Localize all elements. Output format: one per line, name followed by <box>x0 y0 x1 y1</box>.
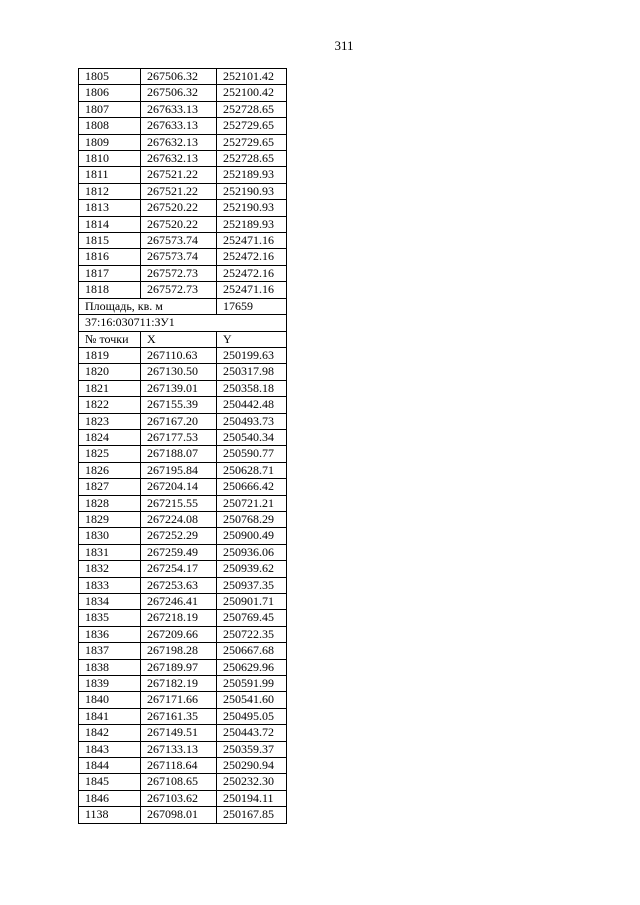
x-coordinate-cell: 267130.50 <box>141 364 217 380</box>
x-coordinate-cell: 267110.63 <box>141 347 217 363</box>
x-coordinate-cell: 267246.41 <box>141 594 217 610</box>
table-row <box>79 462 287 478</box>
point-number-cell: 1816 <box>79 249 141 265</box>
area-value: 17659 <box>217 298 287 314</box>
y-coordinate-cell: 252728.65 <box>217 151 287 167</box>
point-number-cell: 1844 <box>79 758 141 774</box>
point-number-cell: 1836 <box>79 626 141 642</box>
y-coordinate-cell: 252729.65 <box>217 134 287 150</box>
y-coordinate-cell: 250721.21 <box>217 495 287 511</box>
x-coordinate-cell: 267161.35 <box>141 708 217 724</box>
table-row <box>79 233 287 249</box>
header-point-number: № точки <box>79 331 141 347</box>
point-number-cell: 1138 <box>79 807 141 823</box>
table-row <box>79 594 287 610</box>
y-coordinate-cell: 250937.35 <box>217 577 287 593</box>
table-row <box>79 643 287 659</box>
x-coordinate-cell: 267103.62 <box>141 790 217 806</box>
point-number-cell: 1806 <box>79 85 141 101</box>
x-coordinate-cell: 267573.74 <box>141 249 217 265</box>
point-number-cell: 1805 <box>79 69 141 85</box>
x-coordinate-cell: 267572.73 <box>141 265 217 281</box>
y-coordinate-cell: 250541.60 <box>217 692 287 708</box>
table-row <box>79 69 287 85</box>
y-coordinate-cell: 250442.48 <box>217 397 287 413</box>
x-coordinate-cell: 267520.22 <box>141 200 217 216</box>
point-number-cell: 1843 <box>79 741 141 757</box>
y-coordinate-cell: 250629.96 <box>217 659 287 675</box>
y-coordinate-cell: 250590.77 <box>217 446 287 462</box>
x-coordinate-cell: 267633.13 <box>141 118 217 134</box>
x-coordinate-cell: 267204.14 <box>141 479 217 495</box>
x-coordinate-cell: 267133.13 <box>141 741 217 757</box>
point-number-cell: 1841 <box>79 708 141 724</box>
table-row <box>79 429 287 445</box>
x-coordinate-cell: 267633.13 <box>141 101 217 117</box>
x-coordinate-cell: 267632.13 <box>141 134 217 150</box>
point-number-cell: 1837 <box>79 643 141 659</box>
y-coordinate-cell: 250628.71 <box>217 462 287 478</box>
first-coordinates-block <box>79 69 287 299</box>
table-row <box>79 610 287 626</box>
x-coordinate-cell: 267149.51 <box>141 725 217 741</box>
point-number-cell: 1845 <box>79 774 141 790</box>
point-number-cell: 1814 <box>79 216 141 232</box>
second-coordinates-block <box>79 347 287 823</box>
x-coordinate-cell: 267209.66 <box>141 626 217 642</box>
x-coordinate-cell: 267108.65 <box>141 774 217 790</box>
x-coordinate-cell: 267520.22 <box>141 216 217 232</box>
x-coordinate-cell: 267632.13 <box>141 151 217 167</box>
point-number-cell: 1810 <box>79 151 141 167</box>
y-coordinate-cell: 250667.68 <box>217 643 287 659</box>
x-coordinate-cell: 267572.73 <box>141 282 217 298</box>
point-number-cell: 1842 <box>79 725 141 741</box>
table-row <box>79 511 287 527</box>
point-number-cell: 1812 <box>79 183 141 199</box>
y-coordinate-cell: 252190.93 <box>217 200 287 216</box>
area-label: Площадь, кв. м <box>79 298 217 314</box>
y-coordinate-cell: 252190.93 <box>217 183 287 199</box>
point-number-cell: 1824 <box>79 429 141 445</box>
y-coordinate-cell: 250901.71 <box>217 594 287 610</box>
x-coordinate-cell: 267506.32 <box>141 85 217 101</box>
point-number-cell: 1828 <box>79 495 141 511</box>
table-row <box>79 692 287 708</box>
x-coordinate-cell: 267521.22 <box>141 167 217 183</box>
x-coordinate-cell: 267521.22 <box>141 183 217 199</box>
point-number-cell: 1835 <box>79 610 141 626</box>
x-coordinate-cell: 267167.20 <box>141 413 217 429</box>
coordinates-table <box>78 68 287 824</box>
x-coordinate-cell: 267253.63 <box>141 577 217 593</box>
x-coordinate-cell: 267224.08 <box>141 511 217 527</box>
point-number-cell: 1832 <box>79 561 141 577</box>
point-number-cell: 1820 <box>79 364 141 380</box>
x-coordinate-cell: 267171.66 <box>141 692 217 708</box>
table-row <box>79 183 287 199</box>
point-number-cell: 1830 <box>79 528 141 544</box>
table-row <box>79 364 287 380</box>
table-row <box>79 659 287 675</box>
y-coordinate-cell: 250290.94 <box>217 758 287 774</box>
point-number-cell: 1813 <box>79 200 141 216</box>
table-row <box>79 446 287 462</box>
table-row <box>79 200 287 216</box>
table-row <box>79 807 287 823</box>
x-coordinate-cell: 267118.64 <box>141 758 217 774</box>
y-coordinate-cell: 250540.34 <box>217 429 287 445</box>
table-row <box>79 758 287 774</box>
y-coordinate-cell: 252472.16 <box>217 249 287 265</box>
table-row <box>79 282 287 298</box>
parcel-id: 37:16:030711:ЗУ1 <box>79 315 287 331</box>
y-coordinate-cell: 252189.93 <box>217 216 287 232</box>
y-coordinate-cell: 250722.35 <box>217 626 287 642</box>
table-row <box>79 167 287 183</box>
page-number: 311 <box>334 38 354 53</box>
table-row <box>79 118 287 134</box>
table-row <box>79 544 287 560</box>
y-coordinate-cell: 250199.63 <box>217 347 287 363</box>
point-number-cell: 1839 <box>79 676 141 692</box>
table-row <box>79 347 287 363</box>
point-number-cell: 1823 <box>79 413 141 429</box>
y-coordinate-cell: 250317.98 <box>217 364 287 380</box>
point-number-cell: 1831 <box>79 544 141 560</box>
point-number-cell: 1833 <box>79 577 141 593</box>
table-row <box>79 708 287 724</box>
x-coordinate-cell: 267573.74 <box>141 233 217 249</box>
y-coordinate-cell: 252472.16 <box>217 265 287 281</box>
x-coordinate-cell: 267195.84 <box>141 462 217 478</box>
point-number-cell: 1822 <box>79 397 141 413</box>
point-number-cell: 1809 <box>79 134 141 150</box>
table-row <box>79 101 287 117</box>
table-row <box>79 495 287 511</box>
point-number-cell: 1846 <box>79 790 141 806</box>
point-number-cell: 1840 <box>79 692 141 708</box>
point-number-cell: 1815 <box>79 233 141 249</box>
y-coordinate-cell: 250194.11 <box>217 790 287 806</box>
x-coordinate-cell: 267188.07 <box>141 446 217 462</box>
header-y: Y <box>217 331 287 347</box>
x-coordinate-cell: 267218.19 <box>141 610 217 626</box>
point-number-cell: 1808 <box>79 118 141 134</box>
parcel-row <box>79 315 287 331</box>
header-row <box>79 331 287 347</box>
y-coordinate-cell: 252100.42 <box>217 85 287 101</box>
point-number-cell: 1811 <box>79 167 141 183</box>
table-row <box>79 413 287 429</box>
point-number-cell: 1826 <box>79 462 141 478</box>
table-row <box>79 725 287 741</box>
table-row <box>79 151 287 167</box>
table-row <box>79 528 287 544</box>
y-coordinate-cell: 250591.99 <box>217 676 287 692</box>
x-coordinate-cell: 267139.01 <box>141 380 217 396</box>
x-coordinate-cell: 267506.32 <box>141 69 217 85</box>
point-number-cell: 1818 <box>79 282 141 298</box>
table-row <box>79 479 287 495</box>
x-coordinate-cell: 267259.49 <box>141 544 217 560</box>
y-coordinate-cell: 252101.42 <box>217 69 287 85</box>
y-coordinate-cell: 250359.37 <box>217 741 287 757</box>
y-coordinate-cell: 250232.30 <box>217 774 287 790</box>
header-x: X <box>141 331 217 347</box>
table-row <box>79 561 287 577</box>
table-row <box>79 134 287 150</box>
table-row <box>79 790 287 806</box>
y-coordinate-cell: 252471.16 <box>217 282 287 298</box>
x-coordinate-cell: 267254.17 <box>141 561 217 577</box>
area-block <box>79 298 287 347</box>
x-coordinate-cell: 267177.53 <box>141 429 217 445</box>
x-coordinate-cell: 267098.01 <box>141 807 217 823</box>
y-coordinate-cell: 250443.72 <box>217 725 287 741</box>
table-row <box>79 397 287 413</box>
table-row <box>79 216 287 232</box>
point-number-cell: 1819 <box>79 347 141 363</box>
area-row <box>79 298 287 314</box>
table-row <box>79 626 287 642</box>
x-coordinate-cell: 267252.29 <box>141 528 217 544</box>
table-row <box>79 741 287 757</box>
table-row <box>79 774 287 790</box>
x-coordinate-cell: 267215.55 <box>141 495 217 511</box>
x-coordinate-cell: 267182.19 <box>141 676 217 692</box>
point-number-cell: 1834 <box>79 594 141 610</box>
table-row <box>79 85 287 101</box>
x-coordinate-cell: 267189.97 <box>141 659 217 675</box>
point-number-cell: 1838 <box>79 659 141 675</box>
table-row <box>79 577 287 593</box>
point-number-cell: 1821 <box>79 380 141 396</box>
table-row <box>79 249 287 265</box>
y-coordinate-cell: 250936.06 <box>217 544 287 560</box>
point-number-cell: 1829 <box>79 511 141 527</box>
y-coordinate-cell: 252471.16 <box>217 233 287 249</box>
y-coordinate-cell: 252729.65 <box>217 118 287 134</box>
point-number-cell: 1825 <box>79 446 141 462</box>
table-row <box>79 380 287 396</box>
point-number-cell: 1807 <box>79 101 141 117</box>
y-coordinate-cell: 252189.93 <box>217 167 287 183</box>
y-coordinate-cell: 250769.45 <box>217 610 287 626</box>
table-row <box>79 265 287 281</box>
y-coordinate-cell: 250939.62 <box>217 561 287 577</box>
point-number-cell: 1817 <box>79 265 141 281</box>
y-coordinate-cell: 250358.18 <box>217 380 287 396</box>
y-coordinate-cell: 250768.29 <box>217 511 287 527</box>
y-coordinate-cell: 250493.73 <box>217 413 287 429</box>
table-row <box>79 676 287 692</box>
y-coordinate-cell: 250495.05 <box>217 708 287 724</box>
x-coordinate-cell: 267198.28 <box>141 643 217 659</box>
y-coordinate-cell: 250900.49 <box>217 528 287 544</box>
y-coordinate-cell: 252728.65 <box>217 101 287 117</box>
x-coordinate-cell: 267155.39 <box>141 397 217 413</box>
point-number-cell: 1827 <box>79 479 141 495</box>
y-coordinate-cell: 250666.42 <box>217 479 287 495</box>
y-coordinate-cell: 250167.85 <box>217 807 287 823</box>
